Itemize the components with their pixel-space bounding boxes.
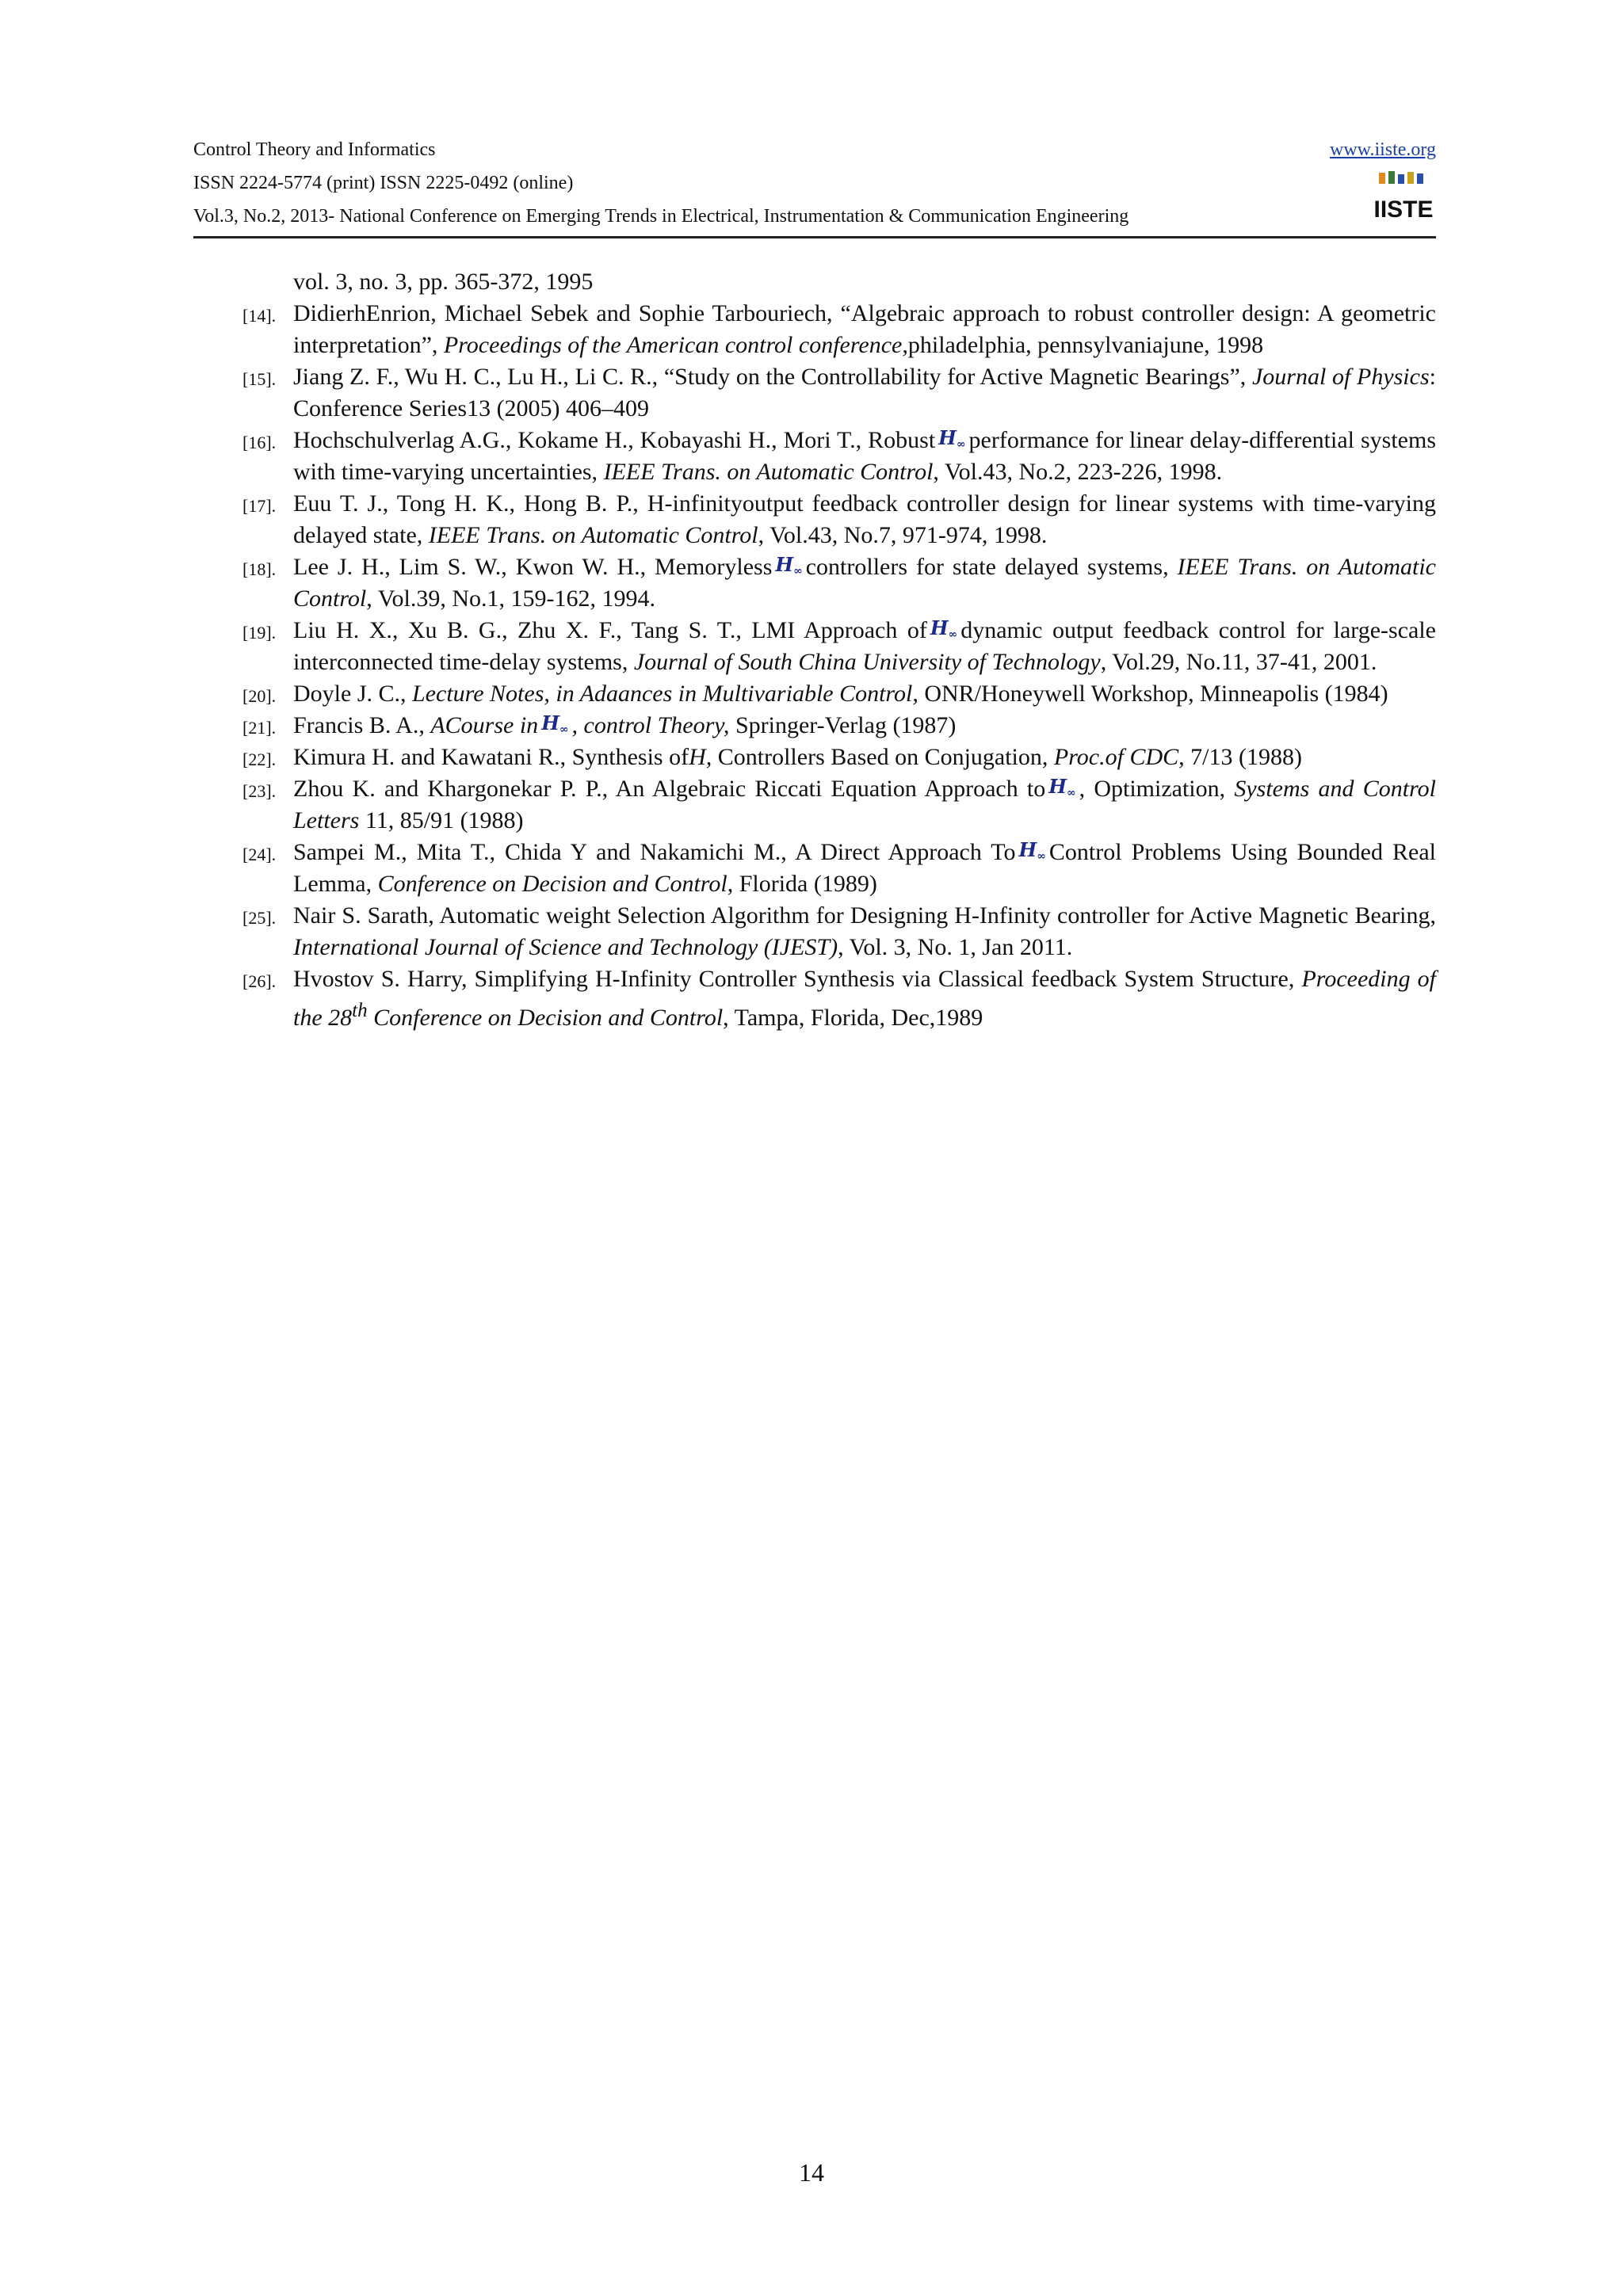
- reference-number: [20].: [242, 686, 277, 706]
- iiste-logo-icon: [1373, 170, 1434, 227]
- reference-number: [25].: [242, 908, 277, 928]
- reference-text: Kimura H. and Kawatani R., Synthesis ofH, Controllers Based on Conjugation, Proc.of CDC, 7/13 (1988): [293, 744, 1302, 770]
- reference-14: [242, 298, 1436, 361]
- reference-22: [242, 742, 1436, 773]
- reference-26: [242, 963, 1436, 1034]
- reference-list: [242, 266, 1436, 1034]
- h-infinity-symbol: $H_\infty$: [1048, 775, 1076, 799]
- reference-number: [21].: [242, 718, 277, 738]
- reference-23: [242, 773, 1436, 837]
- reference-number: [19].: [242, 623, 277, 643]
- header-rule: [193, 236, 1436, 238]
- reference-number: [26].: [242, 971, 277, 991]
- h-infinity-symbol: $H_\infty$: [1018, 838, 1046, 863]
- reference-24: [242, 837, 1436, 900]
- reference-number: [23].: [242, 781, 277, 801]
- website-link[interactable]: www.iiste.org: [1330, 139, 1436, 160]
- reference-18: [242, 551, 1436, 615]
- reference-number: [15].: [242, 369, 277, 389]
- reference-text: Sampei M., Mita T., Chida Y and Nakamichi M., A Direct Approach To $H_\infty$ Control Problems Using Bounded Real Lemma, Conference on Decision and Control, Florida (1989): [293, 838, 1436, 897]
- reference-text: DidierhEnrion, Michael Sebek and Sophie Tarbouriech, “Algebraic approach to robust controller design: A geometric interpretation”, Proceedings of the American control conference,philadelphia, pennsylvaniajune, 1998: [293, 300, 1436, 358]
- reference-text: Euu T. J., Tong H. K., Hong B. P., H-infinityoutput feedback controller design for linear systems with time-varying delayed state, IEEE Trans. on Automatic Control, Vol.43, No.7, 971-974, 1998.: [293, 490, 1436, 548]
- reference-text: Lee J. H., Lim S. W., Kwon W. H., Memoryless $H_\infty$ controllers for state delayed systems, IEEE Trans. on Automatic Control, Vol.39, No.1, 159-162, 1994.: [293, 553, 1436, 612]
- h-infinity-symbol: $H_\infty$: [775, 553, 803, 578]
- reference-19: [242, 615, 1436, 678]
- reference-20: [242, 678, 1436, 710]
- h-infinity-symbol: $H_\infty$: [938, 426, 966, 451]
- reference-21: [242, 710, 1436, 742]
- reference-text: Jiang Z. F., Wu H. C., Lu H., Li C. R., “Study on the Controllability for Active Magnetic Bearings”, Journal of Physics: Conference Series13 (2005) 406–409: [293, 364, 1436, 421]
- reference-text: Liu H. X., Xu B. G., Zhu X. F., Tang S. T., LMI Approach of $H_\infty$ dynamic output feedback control for large-scale interconnected time-delay systems, Journal of South China University of Technology, Vol.29, No.11, 37-41, 2001.: [293, 616, 1436, 675]
- reference-16: [242, 425, 1436, 488]
- reference-text: Francis B. A., ACourse in $H_\infty$ , control Theory, Springer-Verlag (1987): [293, 711, 957, 738]
- reference-15: [242, 361, 1436, 425]
- reference-number: [16].: [242, 433, 277, 452]
- reference-number: [18].: [242, 559, 277, 579]
- reference-number: [24].: [242, 845, 277, 864]
- page-header: [193, 135, 1436, 238]
- reference-continuation: vol. 3, no. 3, pp. 365-372, 1995: [293, 269, 594, 295]
- reference-number: [14].: [242, 306, 277, 326]
- reference-17: [242, 488, 1436, 551]
- volume-line: Vol.3, No.2, 2013- National Conference on Emerging Trends in Electrical, Instrumentation & Communication Engineering: [193, 206, 1129, 227]
- h-infinity-symbol: $H_\infty$: [541, 711, 569, 736]
- reference-text: Nair S. Sarath, Automatic weight Selection Algorithm for Designing H-Infinity controller for Active Magnetic Bearing, International Journal of Science and Technology (IJEST), Vol. 3, No. 1, Jan 2011.: [293, 902, 1436, 960]
- reference-number: [22].: [242, 749, 277, 769]
- svg-text:IISTE: IISTE: [1373, 196, 1434, 223]
- reference-text: Hvostov S. Harry, Simplifying H-Infinity Controller Synthesis via Classical feedback System Structure, Proceeding of the 28th Conference on Decision and Control, Tampa, Florida, Dec,1989: [293, 966, 1436, 1031]
- reference-25: [242, 900, 1436, 963]
- issn-line: ISSN 2224-5774 (print) ISSN 2225-0492 (online): [193, 173, 574, 193]
- journal-title: Control Theory and Informatics: [193, 139, 436, 160]
- h-infinity-symbol: $H_\infty$: [930, 616, 958, 641]
- reference-text: Doyle J. C., Lecture Notes, in Adaances in Multivariable Control, ONR/Honeywell Workshop, Minneapolis (1984): [293, 681, 1388, 707]
- reference-number: [17].: [242, 496, 277, 516]
- reference-text: Zhou K. and Khargonekar P. P., An Algebraic Riccati Equation Approach to $H_\infty$ , Optimization, Systems and Control Letters 11, 85/91 (1988): [293, 775, 1437, 833]
- reference-text: Hochschulverlag A.G., Kokame H., Kobayashi H., Mori T., Robust $H_\infty$ performance for linear delay-differential systems with time-varying uncertainties, IEEE Trans. on Automatic Control, Vol.43, No.2, 223-226, 1998.: [293, 426, 1436, 485]
- page-number: 14: [799, 2158, 824, 2187]
